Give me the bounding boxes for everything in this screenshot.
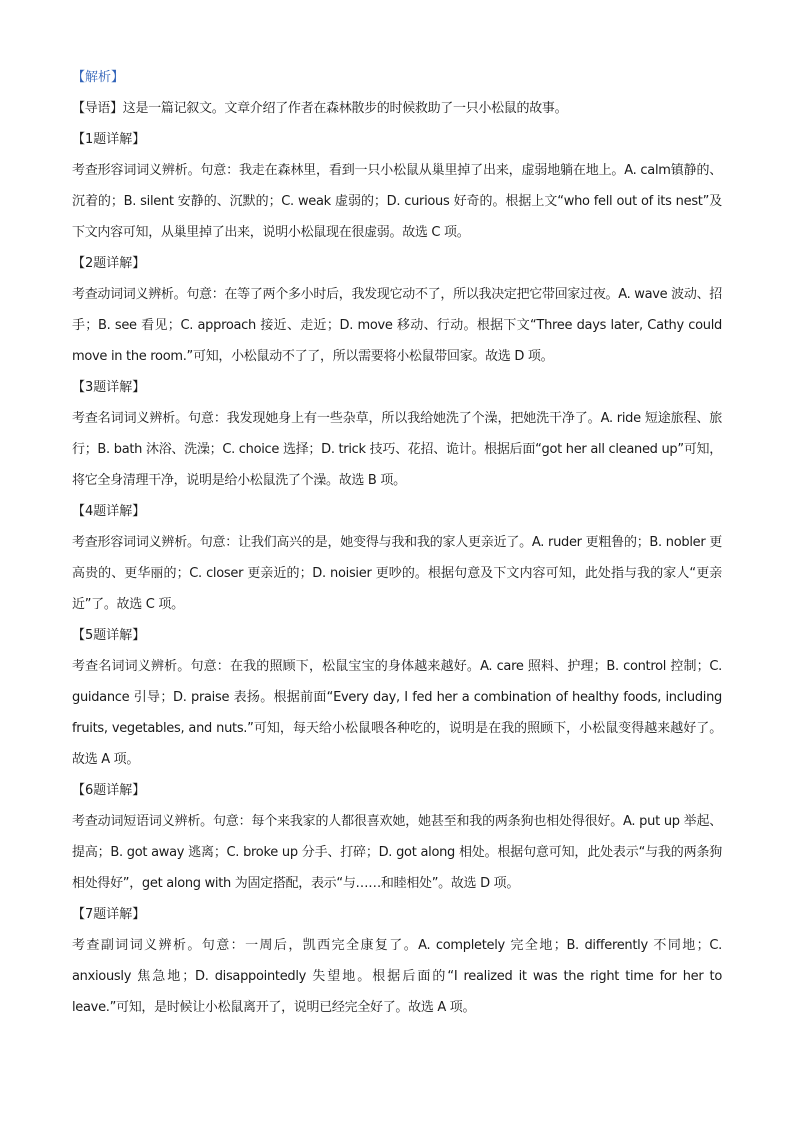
question-1-heading: 【1题详解】 bbox=[72, 132, 146, 147]
question-2-heading: 【2题详解】 bbox=[72, 256, 146, 271]
question-2-explanation: 考查动词词义辨析。句意：在等了两个多小时后，我发现它动不了，所以我决定把它带回家过夜。A. wave 波动、招手；B. see 看见；C. approach 接近、走近；D. move 移动、行动。根据下文“Three days later, Cathy could move in the room.”可知，小松鼠动不了了，所以需要将小松鼠带回家。故选 D 项。 bbox=[72, 287, 722, 364]
question-4-heading: 【4题详解】 bbox=[72, 504, 146, 519]
question-4-explanation: 考查形容词词义辨析。句意：让我们高兴的是，她变得与我和我的家人更亲近了。A. ruder 更粗鲁的；B. nobler 更高贵的、更华丽的；C. closer 更亲近的；D. noisier 更吵的。根据句意及下文内容可知，此处指与我的家人“更亲近”了。故选 C 项。 bbox=[72, 535, 722, 612]
question-5-heading: 【5题详解】 bbox=[72, 628, 146, 643]
section-title: 【解析】 bbox=[72, 70, 125, 85]
question-7-explanation: 考查副词词义辨析。句意：一周后，凯西完全康复了。A. completely 完全地；B. differently 不同地；C. anxiously 焦急地；D. disappointedly 失望地。根据后面的“I realized it was the right time for her to leave.”可知，是时候让小松鼠离开了，说明已经完全好了。故选 A 项。 bbox=[72, 938, 722, 1015]
question-6-explanation: 考查动词短语词义辨析。句意：每个来我家的人都很喜欢她，她甚至和我的两条狗也相处得很好。A. put up 举起、提高；B. got away 逃离；C. broke up 分手、打碎；D. got along 相处。根据句意可知，此处表示“与我的两条狗相处得好”，get along with 为固定搭配，表示“与……和睦相处”。故选 D 项。 bbox=[72, 814, 722, 891]
question-6-heading: 【6题详解】 bbox=[72, 783, 146, 798]
question-3-explanation: 考查名词词义辨析。句意：我发现她身上有一些杂草，所以我给她洗了个澡，把她洗干净了。A. ride 短途旅程、旅行；B. bath 沐浴、洗澡；C. choice 选择；D. trick 技巧、花招、诡计。根据后面“got her all cleaned up”可知，将它全身清理干净，说明是给小松鼠洗了个澡。故选 B 项。 bbox=[72, 411, 722, 488]
question-3-heading: 【3题详解】 bbox=[72, 380, 146, 395]
question-1-explanation: 考查形容词词义辨析。句意：我走在森林里，看到一只小松鼠从巢里掉了出来，虚弱地躺在地上。A. calm镇静的、沉着的；B. silent 安静的、沉默的；C. weak 虚弱的；D. curious 好奇的。根据上文“who fell out of its nest”及下文内容可知，从巢里掉了出来，说明小松鼠现在很虚弱。故选 C 项。 bbox=[72, 163, 722, 240]
question-7-heading: 【7题详解】 bbox=[72, 907, 146, 922]
guide-paragraph: 【导语】这是一篇记叙文。文章介绍了作者在森林散步的时候救助了一只小松鼠的故事。 bbox=[72, 101, 568, 116]
question-5-explanation: 考查名词词义辨析。句意：在我的照顾下，松鼠宝宝的身体越来越好。A. care 照料、护理；B. control 控制；C. guidance 引导；D. praise 表扬。根据前面“Every day, I fed her a combination of healthy foods, including fruits, vegetables, and nuts.”可知，每天给小松鼠喂各种吃的，说明是在我的照顾下，小松鼠变得越来越好了。故选 A 项。 bbox=[72, 659, 722, 767]
document-content bbox=[72, 62, 722, 1023]
